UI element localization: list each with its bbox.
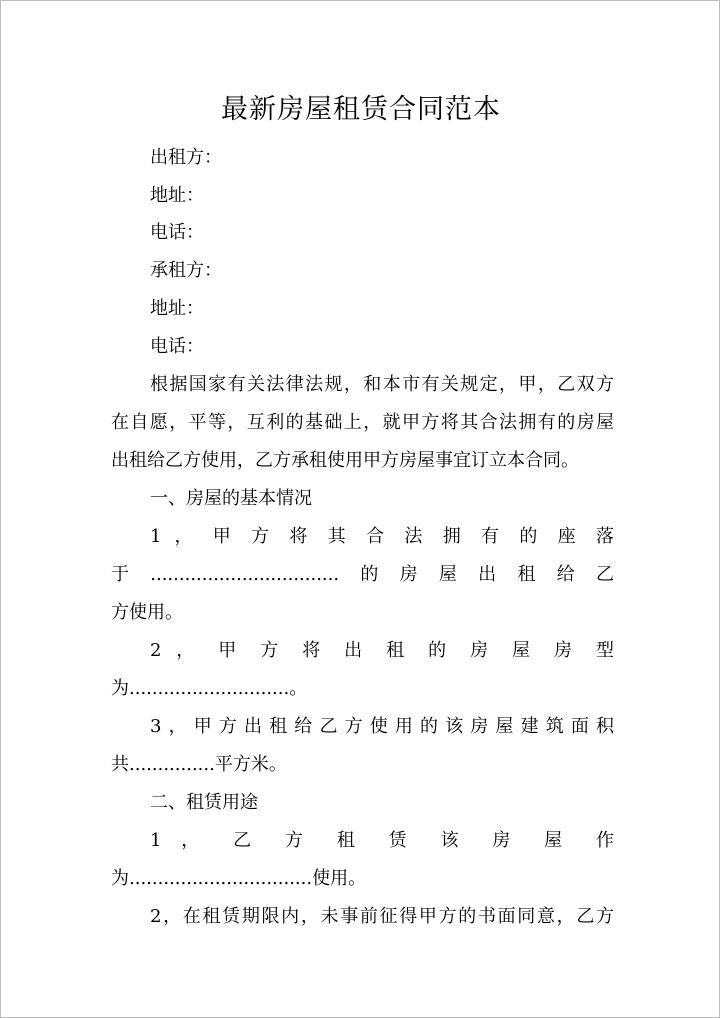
clause-line: 1 ， 甲 方 将 其 合 法 拥 有 的 座 落 bbox=[150, 526, 614, 547]
clause-line: 2，在租赁期限内，未事前征得甲方的书面同意，乙方 bbox=[150, 906, 614, 927]
clause-line: 3，甲方出租给乙方使用的该房屋建筑面积 bbox=[150, 716, 614, 737]
clause-line: 共...............平方米。 bbox=[111, 754, 287, 775]
lessor-label: 出租方： bbox=[150, 147, 222, 168]
clause-line: 方使用。 bbox=[111, 602, 183, 623]
clause-line: 为................................使用。 bbox=[111, 868, 367, 889]
lessor-phone: 电话： bbox=[150, 222, 204, 243]
clause-line: 1 ， 乙 方 租 赁 该 房 屋 作 bbox=[150, 830, 614, 851]
lessee-phone: 电话： bbox=[150, 336, 204, 357]
intro-line: 在自愿，平等，互利的基础上，就甲方将其合法拥有的房屋 bbox=[111, 412, 614, 433]
lessee-label: 承租方： bbox=[150, 260, 222, 281]
lessee-address: 地址： bbox=[150, 298, 204, 319]
lessor-address: 地址： bbox=[150, 185, 204, 206]
intro-line: 根据国家有关法律法规，和本市有关规定，甲，乙双方 bbox=[150, 374, 614, 395]
section-heading: 二、租赁用途 bbox=[150, 792, 258, 813]
clause-line: 为............................。 bbox=[111, 678, 308, 699]
section-heading: 一、房屋的基本情况 bbox=[150, 488, 312, 509]
clause-line: 于.................................的房屋出租给乙 bbox=[111, 564, 614, 585]
intro-line: 出租给乙方使用，乙方承租使用甲方房屋事宜订立本合同。 bbox=[111, 450, 579, 471]
document-title: 最新房屋租赁合同范本 bbox=[221, 94, 501, 125]
clause-line: 2 ， 甲 方 将 出 租 的 房 屋 房 型 bbox=[150, 640, 614, 661]
